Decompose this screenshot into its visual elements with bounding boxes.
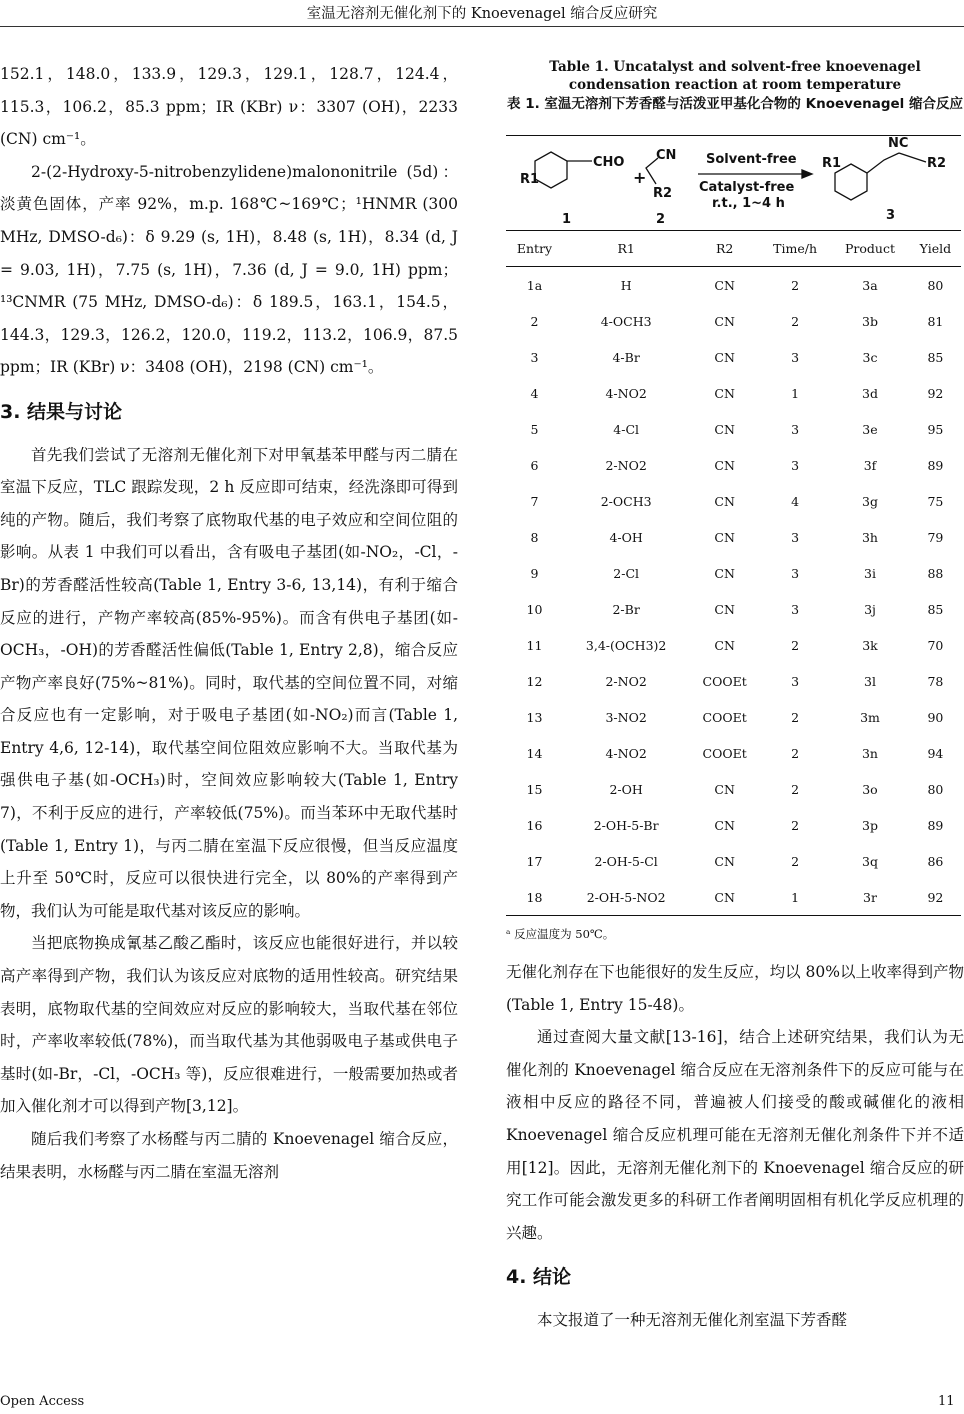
- table-cell: 2-Cl: [613, 565, 640, 581]
- table-row: [506, 267, 961, 304]
- table-cell: COOEt: [702, 709, 747, 725]
- table-cell: 3: [791, 457, 800, 473]
- compound-number-3: 3: [886, 208, 896, 223]
- table-cell: 4-NO2: [605, 745, 647, 761]
- table-cell: 12: [526, 673, 543, 689]
- table-cell: 81: [927, 313, 944, 329]
- condition-solvent-free: Solvent-free: [706, 152, 797, 167]
- table-cell: CN: [714, 565, 735, 581]
- table-cell: 18: [506, 879, 563, 916]
- table-cell: 4-OCH3: [600, 313, 652, 329]
- table-cell: 2-NO2: [605, 673, 647, 689]
- col-header-r1: R1: [563, 231, 689, 267]
- table-row: [506, 375, 961, 411]
- table-cell: 92: [910, 879, 961, 916]
- table-cell: 2-Br: [612, 601, 640, 617]
- table-cell: 80: [927, 781, 944, 797]
- condition-catalyst-free: Catalyst-free: [699, 180, 795, 195]
- table-row: [506, 879, 961, 916]
- right-column: [506, 58, 964, 1337]
- plus-sign: +: [633, 168, 647, 187]
- table-cell: CN: [689, 879, 760, 916]
- col-header-yield: Yield: [910, 231, 961, 267]
- table-cell: CN: [714, 349, 735, 365]
- left-column: [0, 58, 458, 1188]
- table-cell: 3: [791, 565, 800, 581]
- table-cell: 90: [927, 709, 944, 725]
- table-cell: CN: [714, 781, 735, 797]
- table-cell: 79: [927, 529, 944, 545]
- spectral-data-continued: 152.1，148.0，133.9，129.3，129.1，128.7，124.4，115.3，106.2，85.3 ppm；IR (KBr) ν：3307 (OH)，2233 (CN) cm⁻¹。: [0, 65, 458, 149]
- r2-label-product: R2: [927, 156, 947, 171]
- table-cell: 2: [791, 745, 800, 761]
- table-cell: 4-Br: [612, 349, 640, 365]
- table-cell: 3e: [862, 421, 878, 437]
- table-cell: 15: [526, 781, 543, 797]
- table-cell: 78: [927, 673, 944, 689]
- table-cell: CN: [714, 529, 735, 545]
- table-cell: 3: [791, 673, 800, 689]
- table-caption-english: Table 1. Uncatalyst and solvent-free knoevenagel condensation reaction at room temperature: [549, 59, 921, 93]
- table-cell: 2: [791, 853, 800, 869]
- r2-bond: [899, 153, 926, 162]
- table-cell: 88: [927, 565, 944, 581]
- table-cell: 3r: [830, 879, 910, 916]
- footer-open-access: Open Access: [0, 1394, 85, 1409]
- right-text-block: [506, 956, 964, 1337]
- table-row: [506, 591, 961, 627]
- table-header-row: [506, 231, 961, 267]
- section-3-heading: 3. 结果与讨论: [0, 400, 123, 423]
- table-cell: 1a: [526, 277, 543, 293]
- table-cell: CN: [714, 601, 735, 617]
- table-cell: H: [620, 277, 632, 293]
- arrow-head: [802, 170, 812, 178]
- table-cell: 11: [526, 637, 543, 653]
- table-row: [506, 555, 961, 591]
- nc-label: NC: [888, 136, 909, 151]
- results-paragraph-3: 随后我们考察了水杨醛与丙二腈的 Knoevenagel 缩合反应，结果表明，水杨醛与丙二腈在室温无溶剂: [0, 1130, 458, 1181]
- table-cell: 89: [927, 817, 944, 833]
- table-cell: 8: [530, 529, 539, 545]
- table-cell: 70: [927, 637, 944, 653]
- alkene-bond: [867, 153, 899, 173]
- table-cell: 4-NO2: [605, 385, 647, 401]
- section-4-heading: 4. 结论: [506, 1266, 572, 1289]
- table-cell: 86: [927, 853, 944, 869]
- table-cell: 2-NO2: [605, 457, 647, 473]
- table-cell: 3: [791, 529, 800, 545]
- table-cell: CN: [714, 385, 735, 401]
- table-cell: 2-OH-5-Br: [593, 817, 659, 833]
- table-cell: 3a: [862, 277, 878, 293]
- results-paragraph-1: 首先我们尝试了无溶剂无催化剂下对甲氧基苯甲醛与丙二腈在室温下反应，TLC 跟踪发现，2 h 反应即可结束，经洗涤即可得到纯的产物。随后，我们考察了底物取代基的电子效应和空间位阻的影响。从表 1 中我们可以看出，含有吸电子基团(如-NO₂，-Cl，-Br)的芳香醛活性较高(Table 1, Entry 3-6, 13,14)，有利于缩合反应的进行，产物产率较高(85%-95%)。而含有供电子基团(如-OCH₃，-OH)的芳香醛活性偏低(Table 1, Entry 2,8)，缩合反应产物产率良好(75%~81%)。同时，取代基的空间位置不同，对缩合反应也有一定影响，对于吸电子基团(如-NO₂)而言(Table 1, Entry 4,6, 12-14)，取代基空间位阻效应影响不大。当取代基为强供电子基(如-OCH₃)时，空间效应影响较大(Table 1, Entry 7)，不利于反应的进行，产率较低(75%)。而当苯环中无取代基时(Table 1, Entry 1)，与丙二腈在室温下反应很慢，但当反应温度上升至 50℃时，反应可以很快进行完全，以 80%的产率得到产物，我们认为可能是取代基对该反应的影响。: [0, 445, 458, 920]
- table-cell: 3: [791, 421, 800, 437]
- table-cell: 3c: [862, 349, 878, 365]
- table-cell: CN: [714, 637, 735, 653]
- table-row: [506, 735, 961, 771]
- table-cell: 4: [791, 493, 800, 509]
- running-title: 室温无溶剂无催化剂下的 Knoevenagel 缩合反应研究: [306, 6, 658, 22]
- table-cell: 2-OCH3: [600, 493, 652, 509]
- col-header-time: Time/h: [760, 231, 830, 267]
- table-cell: CN: [714, 493, 735, 509]
- table-row: [506, 411, 961, 447]
- table-cell: 3j: [864, 601, 876, 617]
- r2-label-reactant: R2: [653, 186, 673, 201]
- table-cell: CN: [714, 817, 735, 833]
- table-row: [506, 519, 961, 555]
- table-cell: CN: [714, 853, 735, 869]
- table-cell: 92: [927, 385, 944, 401]
- table-cell: CN: [714, 313, 735, 329]
- table-cell: 3g: [862, 493, 878, 509]
- table-cell: 3p: [862, 817, 878, 833]
- page-number: 11: [938, 1394, 955, 1409]
- table-cell: 7: [530, 493, 539, 509]
- table-caption-chinese: 表 1. 室温无溶剂下芳香醛与活泼亚甲基化合物的 Knoevenagel 缩合反应: [507, 96, 963, 112]
- table-cell: 85: [927, 601, 944, 617]
- table-cell: 3-NO2: [605, 709, 647, 725]
- table-cell: 16: [526, 817, 543, 833]
- compound-number-2: 2: [656, 212, 666, 227]
- table-cell: 2-OH: [609, 781, 643, 797]
- table-cell: 13: [526, 709, 543, 725]
- table-cell: 17: [526, 853, 543, 869]
- table-cell: 2: [791, 817, 800, 833]
- table-cell: 3d: [862, 385, 878, 401]
- table-cell: 6: [530, 457, 539, 473]
- compound-5d-description: 2-(2-Hydroxy-5-nitrobenzylidene)malononitrile (5d)：淡黄色固体，产率 92%，m.p. 168℃~169℃；¹HNMR (300 MHz, DMSO-d₆)：δ 9.29 (s, 1H)，8.48 (s, 1H)，8.34 (d, J = 9.03, 1H)，7.75 (s, 1H)，7.36 (d, J = 9.0, 1H) ppm；¹³CNMR (75 MHz, DMSO-d₆)：δ 189.5，163.1，154.5，144.3，129.3，126.2，120.0，119.2，113.2，106.9，87.5 ppm；IR (KBr) ν：3408 (OH)，2198 (CN) cm⁻¹。: [0, 162, 458, 377]
- table-row: [506, 303, 961, 339]
- table-cell: 3b: [862, 313, 878, 329]
- table-cell: CN: [714, 277, 735, 293]
- conclusion-paragraph: 本文报道了一种无溶剂无催化剂室温下芳香醛: [537, 1310, 848, 1329]
- results-paragraph-2: 当把底物换成氰基乙酸乙酯时，该反应也能很好进行，并以较高产率得到产物，我们认为该反应对底物的适用性较高。研究结果表明，底物取代基的空间效应对反应的影响较大，当取代基在邻位时，产率收率较低(78%)，而当取代基为其他弱吸电子基或供电子基时(如-Br，-Cl，-OCH₃ 等)，反应很难进行，一般需要加热或者加入催化剂才可以得到产物[3,12]。: [0, 934, 458, 1116]
- table-cell: 2: [791, 637, 800, 653]
- table-cell: 3m: [860, 709, 880, 725]
- table-cell: 4-OH: [609, 529, 643, 545]
- table-cell: 2-OH-5-Cl: [594, 853, 658, 869]
- table-row: [506, 663, 961, 699]
- cho-label: CHO: [593, 155, 625, 170]
- table-cell: 94: [927, 745, 944, 761]
- table-cell: 75: [927, 493, 944, 509]
- table-cell: 95: [927, 421, 944, 437]
- table-cell: 3h: [861, 529, 878, 545]
- col-header-product: Product: [830, 231, 910, 267]
- results-paragraph-continued: 无催化剂存在下也能很好的发生反应，均以 80%以上收率得到产物(Table 1, Entry 15-48)。: [506, 963, 964, 1014]
- header-rule: [0, 26, 964, 27]
- table-row: [506, 807, 961, 843]
- table-cell: 3k: [862, 637, 878, 653]
- table-cell: 2: [791, 781, 800, 797]
- table-cell: 4: [530, 385, 539, 401]
- condition-temperature-time: r.t., 1~4 h: [712, 196, 785, 211]
- r1-label-reactant: R1: [520, 172, 540, 187]
- table-cell: 3i: [864, 565, 876, 581]
- table-cell: 3q: [862, 853, 878, 869]
- table-cell: 80: [927, 277, 944, 293]
- table-cell: 1: [791, 385, 800, 401]
- table-cell: 5: [530, 421, 539, 437]
- table-cell: 4-Cl: [613, 421, 640, 437]
- col-header-r2: R2: [689, 231, 760, 267]
- cn-label: CN: [656, 148, 677, 163]
- table-cell: 2: [530, 313, 539, 329]
- table-cell: 2-OH-5-NO2: [563, 879, 689, 916]
- table-cell: 3: [530, 349, 539, 365]
- table-cell: 3: [791, 349, 800, 365]
- table-cell: CN: [714, 457, 735, 473]
- mechanism-paragraph: 通过查阅大量文献[13-16]，结合上述研究结果，我们认为无催化剂的 Knoevenagel 缩合反应在无溶剂条件下的反应可能与在液相中反应的路径不同，普遍被人们接受的酸或碱催化的液相 Knoevenagel 缩合反应机理可能在无溶剂无催化剂条件下并不适用[12]。因此，无溶剂无催化剂下的 Knoevenagel 缩合反应的研究工作可能会激发更多的科研工作者阐明固相有机化学反应机理的兴趣。: [506, 1028, 964, 1242]
- benzene-ring-reactant: [535, 152, 567, 188]
- table-cell: 3n: [861, 745, 878, 761]
- table-cell: 89: [927, 457, 944, 473]
- table-row: [506, 771, 961, 807]
- table-footnote: ᵃ 反应温度为 50℃。: [506, 927, 615, 941]
- col-header-entry: Entry: [506, 231, 563, 267]
- table-cell: 14: [526, 745, 543, 761]
- reaction-scheme: [506, 135, 961, 230]
- r1-label-product: R1: [822, 156, 842, 171]
- table-cell: 1: [760, 879, 830, 916]
- table-cell: 10: [526, 601, 543, 617]
- table-cell: 3l: [864, 673, 876, 689]
- table-row: [506, 843, 961, 879]
- compound-number-1: 1: [562, 212, 572, 227]
- results-table: [506, 230, 961, 916]
- table-row: [506, 627, 961, 663]
- table-row: [506, 339, 961, 375]
- table-row: [506, 483, 961, 519]
- table-cell: 2: [791, 709, 800, 725]
- table-cell: 3f: [863, 457, 877, 473]
- table-cell: COOEt: [702, 673, 747, 689]
- table-cell: 2: [791, 313, 800, 329]
- table-cell: 3: [791, 601, 800, 617]
- table-body: [506, 267, 961, 916]
- table-cell: CN: [714, 421, 735, 437]
- table-cell: 85: [927, 349, 944, 365]
- table-cell: 9: [530, 565, 539, 581]
- table-cell: 3o: [862, 781, 878, 797]
- table-row: [506, 447, 961, 483]
- table-cell: 2: [791, 277, 800, 293]
- table-row: [506, 699, 961, 735]
- page-header: [0, 0, 964, 34]
- table-cell: COOEt: [702, 745, 747, 761]
- table-cell: 3,4-(OCH3)2: [585, 637, 667, 653]
